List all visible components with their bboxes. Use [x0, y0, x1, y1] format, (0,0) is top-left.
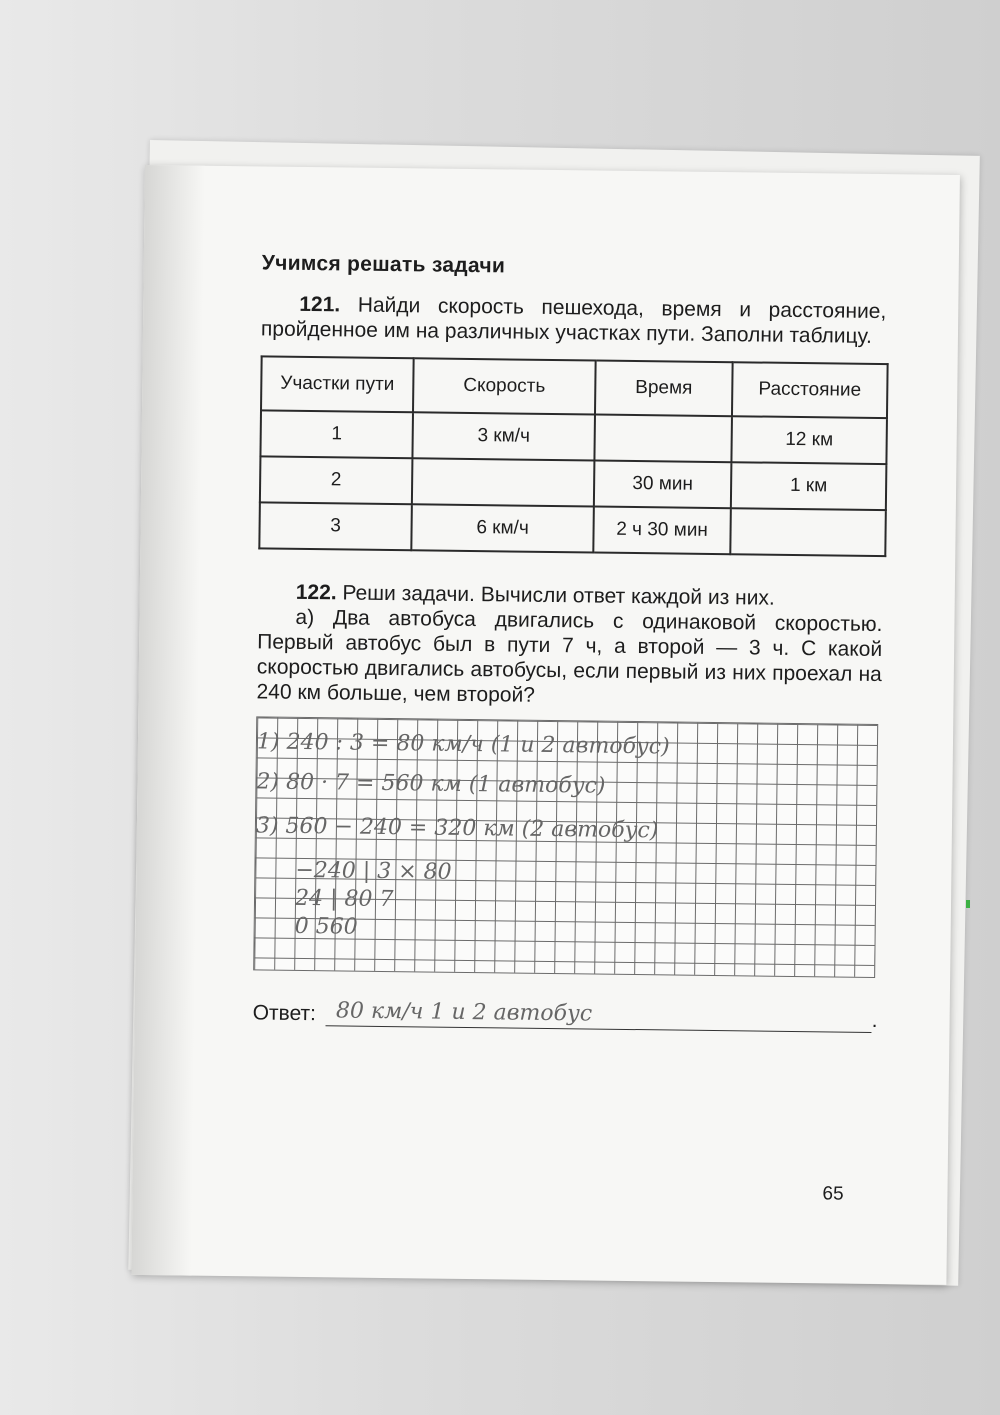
table-cell: 1 км	[731, 462, 887, 510]
handwritten-step-2: 2) 80 · 7 = 560 км (1 автобус)	[256, 769, 606, 799]
handwritten-step-3: 3) 560 − 240 = 320 км (2 автобус)	[255, 813, 659, 844]
table-cell: 3	[259, 502, 412, 550]
answer-label: Ответ:	[252, 1001, 317, 1026]
answer-line	[326, 999, 872, 1033]
task-121-text: Найди скорость пешехода, время и расстояние, пройденное им на различных участках пути. Заполни таблицу.	[260, 293, 887, 348]
handwritten-answer: 80 км/ч 1 и 2 автобус	[335, 998, 593, 1027]
table-cell: 30 мин	[594, 461, 732, 509]
task-121	[261, 291, 887, 349]
page-gutter	[131, 165, 205, 1276]
table-row	[260, 410, 887, 464]
handwritten-step-1: 1) 240 : 3 = 80 км/ч (1 и 2 автобус)	[256, 729, 670, 760]
header-distance: Расстояние	[732, 362, 888, 418]
scan-mark	[966, 900, 970, 908]
table-header-row	[261, 356, 888, 418]
section-title: Учимся решать задачи	[261, 251, 506, 278]
table-row	[260, 456, 887, 510]
answer-row	[252, 998, 877, 1033]
table-cell	[594, 415, 732, 463]
header-time: Время	[595, 361, 733, 417]
table-cell: 2 ч 30 мин	[593, 507, 731, 555]
table-cell	[412, 458, 595, 506]
answer-period: .	[871, 1008, 878, 1033]
handwritten-calc-1: −240 | 3 × 80	[295, 857, 452, 885]
handwritten-calc-3: 0 560	[294, 913, 358, 940]
grid-answer-area	[253, 716, 878, 978]
table-cell: 2	[260, 456, 413, 504]
workbook-page	[131, 165, 960, 1285]
table-cell: 1	[260, 410, 413, 458]
table-cell: 6 км/ч	[411, 504, 594, 552]
task-122-part-a: а) Два автобуса двигались с одинаковой скоростью. Первый автобус был в пути 7 ч, а второй — 3 ч. С какой скоростью двигались автобусы, если первый из них проехал на 240 км больше, чем второй?	[256, 605, 883, 707]
table-row	[259, 502, 886, 556]
table-cell: 12 км	[731, 416, 887, 464]
header-speed: Скорость	[413, 358, 596, 414]
task-121-number: 121.	[299, 292, 341, 317]
task-122-number: 122.	[295, 580, 337, 605]
page-number: 65	[822, 1183, 844, 1205]
handwritten-calc-2: 24 | 80 7	[294, 885, 394, 913]
table-cell	[730, 508, 886, 556]
page-content	[252, 251, 886, 1033]
table-cell: 3 км/ч	[412, 412, 595, 460]
header-segment: Участки пути	[261, 356, 414, 412]
speed-table	[258, 355, 888, 557]
task-122-intro: Реши задачи. Вычисли ответ каждой из них.	[342, 581, 775, 610]
